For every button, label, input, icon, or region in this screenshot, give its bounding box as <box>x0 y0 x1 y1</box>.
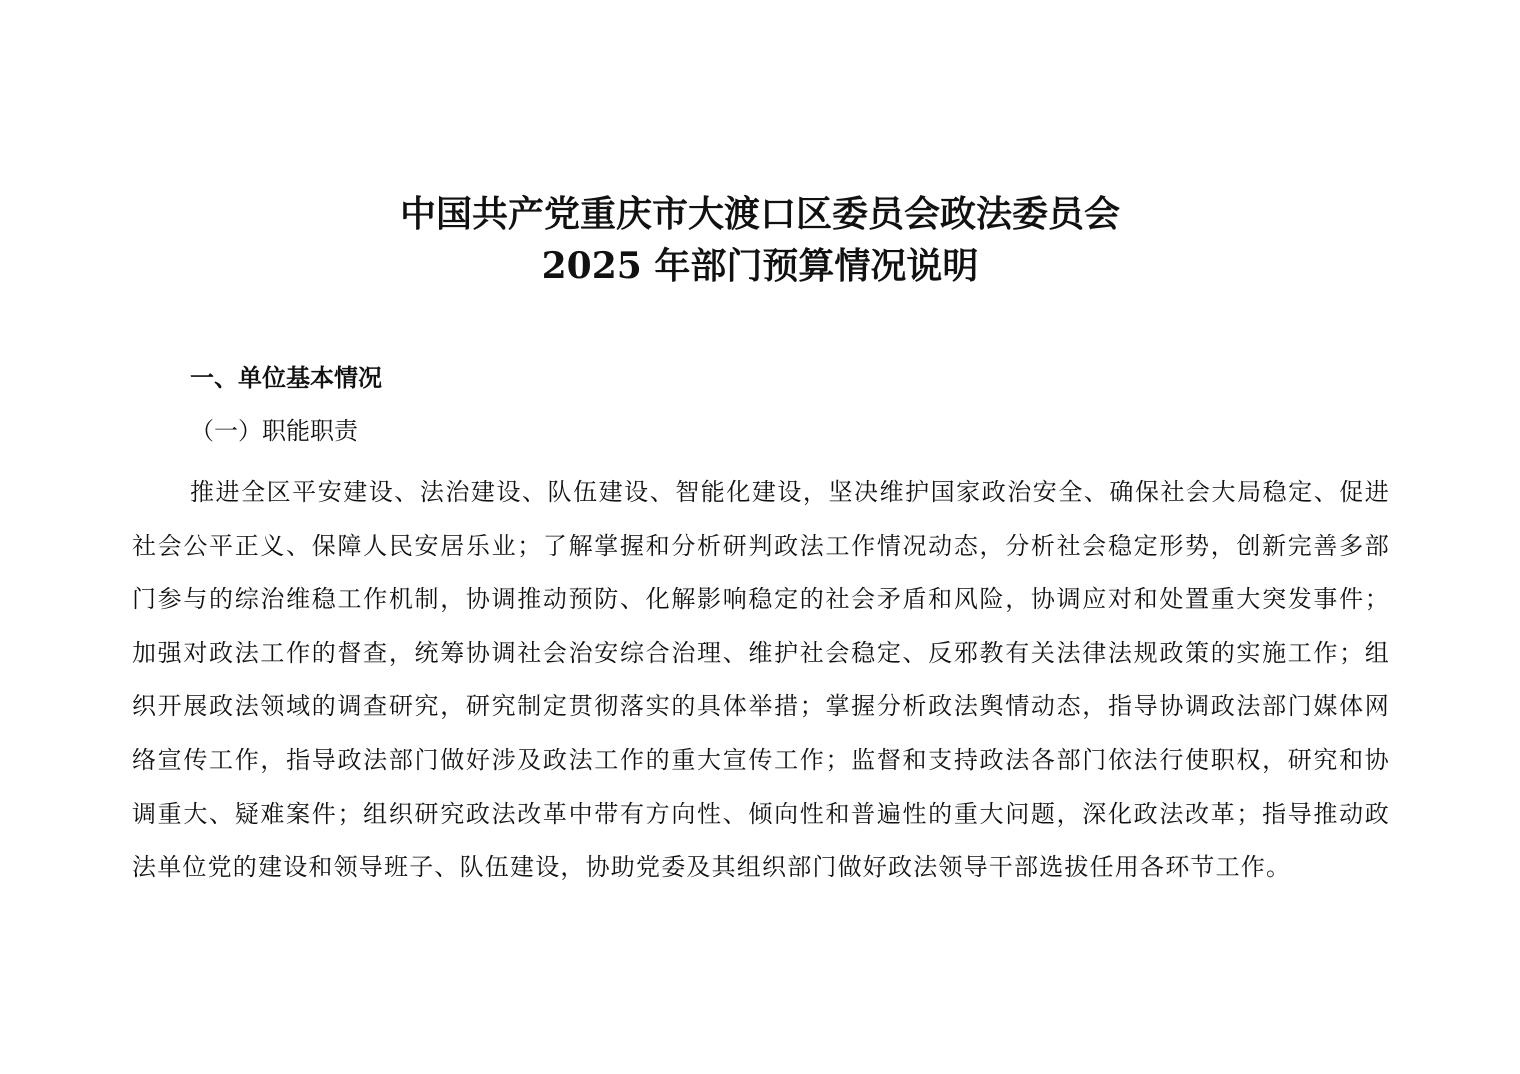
document-title <box>0 188 1520 292</box>
duties-paragraph: 推进全区平安建设、法治建设、队伍建设、智能化建设，坚决维护国家政治安全、确保社会大局稳定、促进社会公平正义、保障人民安居乐业；了解掌握和分析研判政法工作情况动态，分析社会稳定形势，创新完善多部门参与的综治维稳工作机制，协调推动预防、化解影响稳定的社会矛盾和风险，协调应对和处置重大突发事件；加强对政法工作的督查，统筹协调社会治安综合治理、维护社会稳定、反邪教有关法律法规政策的实施工作；组织开展政法领域的调查研究，研究制定贯彻落实的具体举措；掌握分析政法舆情动态，指导协调政法部门媒体网络宣传工作，指导政法部门做好涉及政法工作的重大宣传工作；监督和支持政法各部门依法行使职权，研究和协调重大、疑难案件；组织研究政法改革中带有方向性、倾向性和普遍性的重大问题，深化政法改革；指导推动政法单位党的建设和领导班子、队伍建设，协助党委及其组织部门做好政法领导干部选拔任用各环节工作。 <box>132 478 1390 882</box>
title-line-report: 2025 年部门预算情况说明 <box>541 245 979 287</box>
subsection-heading-duties: （一）职能职责 <box>190 417 358 445</box>
section-heading-basic-info: 一、单位基本情况 <box>190 364 382 392</box>
title-line-organization: 中国共产党重庆市大渡口区委员会政法委员会 <box>399 193 1120 235</box>
